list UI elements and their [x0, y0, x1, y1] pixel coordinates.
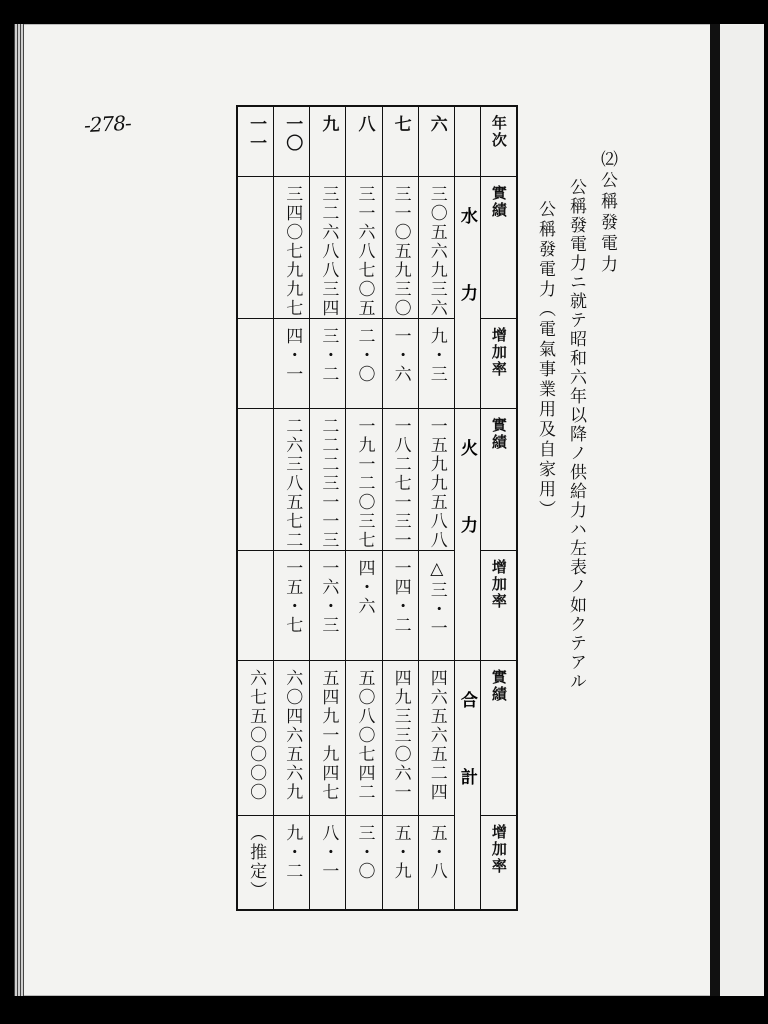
total-actual-header: 實績 — [480, 660, 517, 815]
page-reference-number: -278- — [83, 110, 132, 138]
value-cell: 一四・二 — [382, 550, 418, 660]
value-cell — [237, 318, 274, 408]
value-cell: 五・八 — [418, 815, 454, 910]
value-cell: 一・六 — [382, 318, 418, 408]
thermal-actual-header: 實績 — [480, 408, 517, 550]
binding-gutter — [710, 24, 720, 996]
value-cell: 四六五六五二四 — [418, 660, 454, 815]
value-cell — [237, 550, 274, 660]
intro-text: 公稱發電力ニ就テ昭和六年以降ノ供給力ハ左表ノ如クテアル — [566, 178, 586, 691]
value-cell: （推定） — [237, 815, 274, 910]
value-cell: 二六三八五七二 — [274, 408, 310, 550]
value-cell: 三・〇 — [346, 815, 382, 910]
thermal-rate-header: 增加率 — [480, 550, 517, 660]
value-cell: 三四〇七九九七 — [274, 176, 310, 318]
year-cell: 八 — [346, 106, 382, 176]
year-cell: 一〇 — [274, 106, 310, 176]
year-cell: 九 — [310, 106, 346, 176]
section-heading: ⑵公稱發電力 — [597, 150, 617, 276]
group-spacer — [454, 106, 480, 176]
value-cell: 一八二七一三一 — [382, 408, 418, 550]
value-cell: 五〇八〇七四二 — [346, 660, 382, 815]
value-cell: 三〇五六九三六 — [418, 176, 454, 318]
year-cell: 一一 — [237, 106, 274, 176]
value-cell: △三・一 — [418, 550, 454, 660]
value-cell: 四・六 — [346, 550, 382, 660]
total-group-header: 合計 — [454, 660, 480, 910]
value-cell: 一九一二〇三七 — [346, 408, 382, 550]
value-cell: 九・二 — [274, 815, 310, 910]
power-capacity-table — [236, 105, 518, 911]
thermal-group-header: 火力 — [454, 408, 480, 660]
hydro-group-header: 水力 — [454, 176, 480, 408]
value-cell — [237, 408, 274, 550]
value-cell: 三・二 — [310, 318, 346, 408]
value-cell: 五・九 — [382, 815, 418, 910]
value-cell: 五四九一九四七 — [310, 660, 346, 815]
value-cell: 三一〇五九三〇 — [382, 176, 418, 318]
value-cell: 二二二三一一三 — [310, 408, 346, 550]
page-stack-edge — [14, 24, 24, 996]
value-cell: 一五・七 — [274, 550, 310, 660]
value-cell — [237, 176, 274, 318]
value-cell: 六〇四六五六九 — [274, 660, 310, 815]
year-cell: 七 — [382, 106, 418, 176]
value-cell: 四・一 — [274, 318, 310, 408]
facing-page-strip — [720, 24, 764, 996]
value-cell: 三一六八七〇五 — [346, 176, 382, 318]
value-cell: 一五九九五八八 — [418, 408, 454, 550]
value-cell: 三二六八八三四 — [310, 176, 346, 318]
hydro-rate-header: 增加率 — [480, 318, 517, 408]
value-cell: 二・〇 — [346, 318, 382, 408]
value-cell: 四九三三〇六一 — [382, 660, 418, 815]
value-cell: 九・三 — [418, 318, 454, 408]
value-cell: 六七五〇〇〇〇 — [237, 660, 274, 815]
total-rate-header: 增加率 — [480, 815, 517, 910]
value-cell: 一六・三 — [310, 550, 346, 660]
year-cell: 六 — [418, 106, 454, 176]
table-title: 公稱發電力（電氣事業用及自家用） — [535, 200, 555, 520]
value-cell: 八・一 — [310, 815, 346, 910]
year-header: 年次 — [480, 106, 517, 176]
hydro-actual-header: 實績 — [480, 176, 517, 318]
